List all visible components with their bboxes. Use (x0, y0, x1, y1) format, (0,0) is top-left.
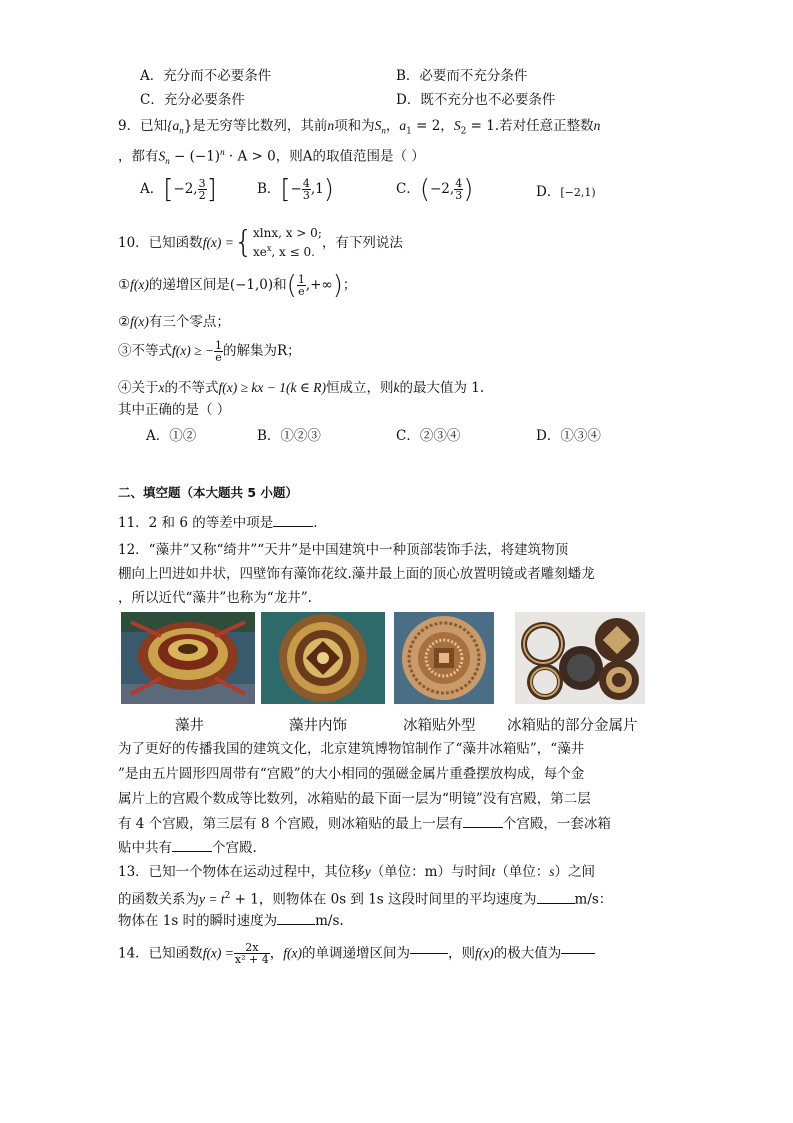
q10-s2-b: 有三个零点； (148, 314, 230, 330)
q9-option-c (396, 174, 474, 205)
q9-a1-rest: = 2， (411, 118, 454, 134)
q9-text: 9．已知 (118, 118, 168, 134)
q13-l1a: 13．已知一个物体在运动过程中，其位移 (118, 864, 365, 880)
q12-para5 (118, 838, 257, 858)
q14-answer-blank-1[interactable] (410, 953, 448, 954)
q9-seq: {a (167, 118, 180, 133)
q12-line3: ，所以近代“藻井”也称为“龙井”. (118, 590, 312, 606)
q14-mid-c: ，则 (447, 945, 475, 962)
photo-fridge-magnet-icon (394, 612, 494, 704)
q10-s4-c: 恒成立，则 (325, 380, 394, 396)
q9-text-d: ， (385, 118, 400, 134)
photo-zaojing-icon (121, 612, 255, 704)
q10-s4-a: ④关于 (118, 380, 159, 396)
q14-f: f(x) = (202, 945, 234, 961)
q10-case2-sup: x (266, 244, 272, 253)
q8-option-a: A．充分而不必要条件 (140, 68, 272, 84)
q13-s: s (549, 864, 555, 879)
q11 (118, 513, 318, 533)
q8-option-c: C．充分必要条件 (140, 92, 245, 108)
q9-text-c: 项和为 (334, 118, 375, 134)
q9-optC-lparen: ( (419, 174, 430, 205)
q10-option-d: D．①③④ (536, 428, 601, 444)
caption-metal-pieces: 冰箱贴的部分金属片 (507, 718, 638, 734)
q10-option-c: C．②③④ (396, 428, 461, 444)
q14-frac (234, 942, 270, 965)
q9-optC-rparen: ) (463, 174, 474, 205)
q9-optB-label: B． (257, 181, 281, 197)
q9-optA-lbracket: [ (163, 174, 174, 205)
q13-l2b: ，则物体在 0s 到 1s 这段时间里的平均速度为 (258, 891, 537, 908)
q13-line2 (118, 886, 612, 910)
q10-s3-den: e (215, 351, 222, 364)
q9-cond-rest: − (−1) (169, 148, 221, 165)
q10-s1-frac (297, 274, 306, 297)
q9-optA-num: 3 (198, 177, 206, 190)
q10-s2-a: ② (118, 314, 131, 330)
q12-para4 (118, 814, 611, 834)
q10-s3-frac (214, 340, 223, 363)
q12-para5-b: 个宫殿. (212, 840, 257, 856)
section-title: 二、填空题（本大题共 5 小题） (118, 485, 298, 500)
q14-mid-d: 的极大值为 (493, 945, 562, 962)
q14-mid-a: ， (269, 945, 284, 962)
q13-l1c: （单位： (495, 864, 550, 880)
q13-func-sup: 2 (224, 891, 231, 901)
q10-option-a: A．①② (146, 428, 197, 444)
q10-s1-lparen: ( (286, 270, 297, 301)
q9-optC-frac (454, 178, 463, 201)
q10-f: f(x) = (202, 235, 234, 250)
q9-optA-frac (198, 178, 207, 201)
caption-zaojing-interior: 藻井内饰 (289, 718, 347, 734)
q9-S: S (374, 118, 382, 133)
q9-line1 (118, 116, 600, 142)
q10-ask: 其中正确的是（ ） (118, 402, 231, 418)
q9-optC-label: C． (396, 181, 420, 197)
q10-s4-ineq: f(x) ≥ kx − 1(k ∈ R) (218, 380, 326, 395)
q9-cond-sup: n (220, 147, 225, 157)
q9-optA-label: A． (140, 181, 164, 197)
q14-den: x² + 4 (234, 953, 269, 966)
q9-S2-rest: = 1.若对任意正整数 (466, 118, 594, 134)
q9-optB-num: 4 (302, 177, 310, 190)
q12-para2: ”是由五片圆形四周带有“宫殿”的大小相同的强磁金属片重叠摆放构成，每个金 (118, 766, 585, 782)
q10-s1-c: 和 (273, 277, 287, 293)
q12-line1: 12．“藻井”又称“绮井”“天井”是中国建筑中一种顶部装饰手法，将建筑物顶 (118, 542, 569, 558)
q9-text-e: ，都有 (118, 148, 159, 165)
q14-fx2: f(x) (474, 945, 494, 961)
q12-para3: 属片上的宫殿个数成等比数列，冰箱贴的最下面一层为“明镜”没有宫殿，第二层 (118, 791, 591, 807)
q11-answer-blank[interactable] (273, 526, 313, 527)
q10-s3-num: 1 (215, 339, 223, 352)
photo-zaojing-interior-icon (261, 612, 385, 704)
q13-line1 (118, 862, 595, 882)
q13-l2a: 的函数关系为 (118, 891, 199, 908)
q13-y: y (364, 864, 371, 879)
q14 (118, 942, 595, 972)
q9-S-sub: n (381, 125, 386, 136)
q13-l1d: ）之间 (554, 864, 596, 880)
q10-brace: { (233, 225, 253, 260)
q9-option-d (536, 182, 596, 203)
q10-tail: ，有下列说法 (321, 235, 403, 251)
q10-s1-inf: ,+∞ (305, 277, 333, 293)
q12-para5-a: 贴中共有 (118, 840, 172, 856)
q9-seq-sub: n (179, 125, 184, 136)
q10-s1-rparen: ) (332, 270, 343, 301)
q13-answer-blank-2[interactable] (277, 924, 315, 925)
q10-case2: xe (253, 245, 267, 259)
q12-line2: 棚向上凹进如井状，四壁饰有藻饰花纹.藻井最上面的顶心放置明镜或者雕刻蟠龙 (118, 566, 595, 582)
q9-option-b (257, 174, 334, 205)
q9-S2-sub: 2 (460, 126, 467, 137)
q10-lead: 10．已知函数 (118, 235, 203, 251)
q9-cond-sub: n (165, 156, 170, 167)
q9-a1-sub: 1 (406, 126, 412, 137)
q13-func: y = t (199, 891, 225, 907)
q14-answer-blank-2[interactable] (561, 953, 595, 954)
q10-s3-b: 的解集为R； (223, 343, 301, 359)
q9-optB-den: 3 (302, 189, 310, 202)
q14-mid-b: 的单调递增区间为 (301, 945, 410, 962)
q12-para4-a: 有 4 个宫殿，第三层有 8 个宫殿，则冰箱贴的最上一层有 (118, 816, 463, 832)
q11-text-b: . (313, 515, 318, 531)
q9-optC-left: −2, (430, 181, 455, 197)
q9-optB-rparen: ) (323, 174, 334, 205)
q10-case2-rest: , x ≤ 0. (271, 245, 315, 259)
q9-S2: S (453, 118, 461, 133)
q10-s4-x: x (158, 380, 165, 395)
photo-metal-pieces-icon (515, 612, 645, 704)
q9-cond-tail: · A > 0 (224, 148, 276, 165)
q10-s1-den: e (298, 285, 305, 298)
q13-unit2: m/s. (315, 913, 344, 929)
q10-s1-f: f(x) (130, 277, 149, 292)
q9-optD-label: D． (536, 184, 561, 200)
caption-zaojing: 藻井 (175, 718, 204, 734)
q13-t: t (491, 864, 496, 879)
q12-para1: 为了更好的传播我国的建筑文化，北京建筑博物馆制作了“藻井冰箱贴”，“藻井 (118, 741, 585, 757)
q8-option-b: B．必要而不充分条件 (396, 68, 528, 84)
q10-s3-a: ③不等式 (118, 343, 172, 359)
q9-optB-frac (302, 178, 311, 201)
q12-answer-blank-2[interactable] (172, 851, 212, 852)
q11-text-a: 11．2 和 6 的等差中项是 (118, 515, 274, 531)
q10-s3-f: f(x) ≥ − (172, 343, 215, 358)
q10-s4-d: 的最大值为 1. (399, 380, 485, 396)
q10-s1-d: ； (342, 277, 357, 293)
q13-func-rest: + 1 (230, 891, 259, 908)
q12-answer-blank-1[interactable] (463, 827, 503, 828)
q10-s4-k: k (393, 380, 400, 395)
q10-cases (253, 226, 322, 260)
q10-s1-int: (−1,0) (229, 277, 274, 293)
q13-answer-blank-1[interactable] (537, 903, 575, 904)
q9-line2 (118, 142, 425, 171)
q9-optC-num: 4 (455, 177, 463, 190)
q9-cond-S: S (158, 148, 166, 164)
q10-case2-wrap (253, 241, 322, 260)
q13-line3 (118, 911, 344, 931)
q9-optD-val: [−2,1) (560, 186, 596, 199)
q13-unit1: m/s： (574, 891, 613, 908)
q10-case1: xlnx, x > 0; (253, 226, 322, 240)
q10-s2-f: f(x) (130, 314, 149, 329)
q9-text-b: }是无穷等比数列，其前 (183, 118, 328, 134)
q13-l1b: （单位：m）与时间 (370, 864, 492, 880)
q10-statement-3 (118, 340, 301, 363)
q10-s1-num: 1 (297, 273, 305, 286)
q14-fx: f(x) (283, 945, 302, 961)
q9-optA-left: −2, (173, 181, 198, 197)
q9-optB-left: − (290, 181, 302, 197)
q9-text-f: ，则A的取值范围是（ ） (275, 148, 425, 165)
q14-num: 2x (234, 942, 270, 954)
q9-optB-right: ,1 (310, 181, 324, 197)
q10-statement-2 (118, 312, 230, 332)
q9-a1: a (399, 118, 407, 133)
q10-statement-1 (118, 270, 357, 301)
q10-s4-b: 的不等式 (164, 380, 219, 396)
q14-lead: 14．已知函数 (118, 945, 203, 962)
q10-stem (118, 226, 403, 260)
q10-s1-b: 的递增区间是 (148, 277, 230, 293)
q8-option-d: D．既不充分也不必要条件 (396, 92, 556, 108)
q10-statement-4 (118, 378, 484, 398)
q10-s1-a: ① (118, 277, 131, 293)
q9-option-a (140, 174, 217, 205)
q9-n: n (327, 118, 335, 133)
q9-optA-rbracket: ] (206, 174, 217, 205)
q12-para4-b: 个宫殿，一套冰箱 (502, 816, 611, 832)
caption-fridge-magnet: 冰箱贴外型 (403, 718, 476, 734)
q13-l3a: 物体在 1s 时的瞬时速度为 (118, 913, 278, 929)
q9-optC-den: 3 (455, 189, 463, 202)
q9-optB-lbracket: [ (280, 174, 291, 205)
q9-optA-den: 2 (198, 189, 206, 202)
q9-n2: n (593, 118, 601, 133)
q10-option-b: B．①②③ (257, 428, 321, 444)
